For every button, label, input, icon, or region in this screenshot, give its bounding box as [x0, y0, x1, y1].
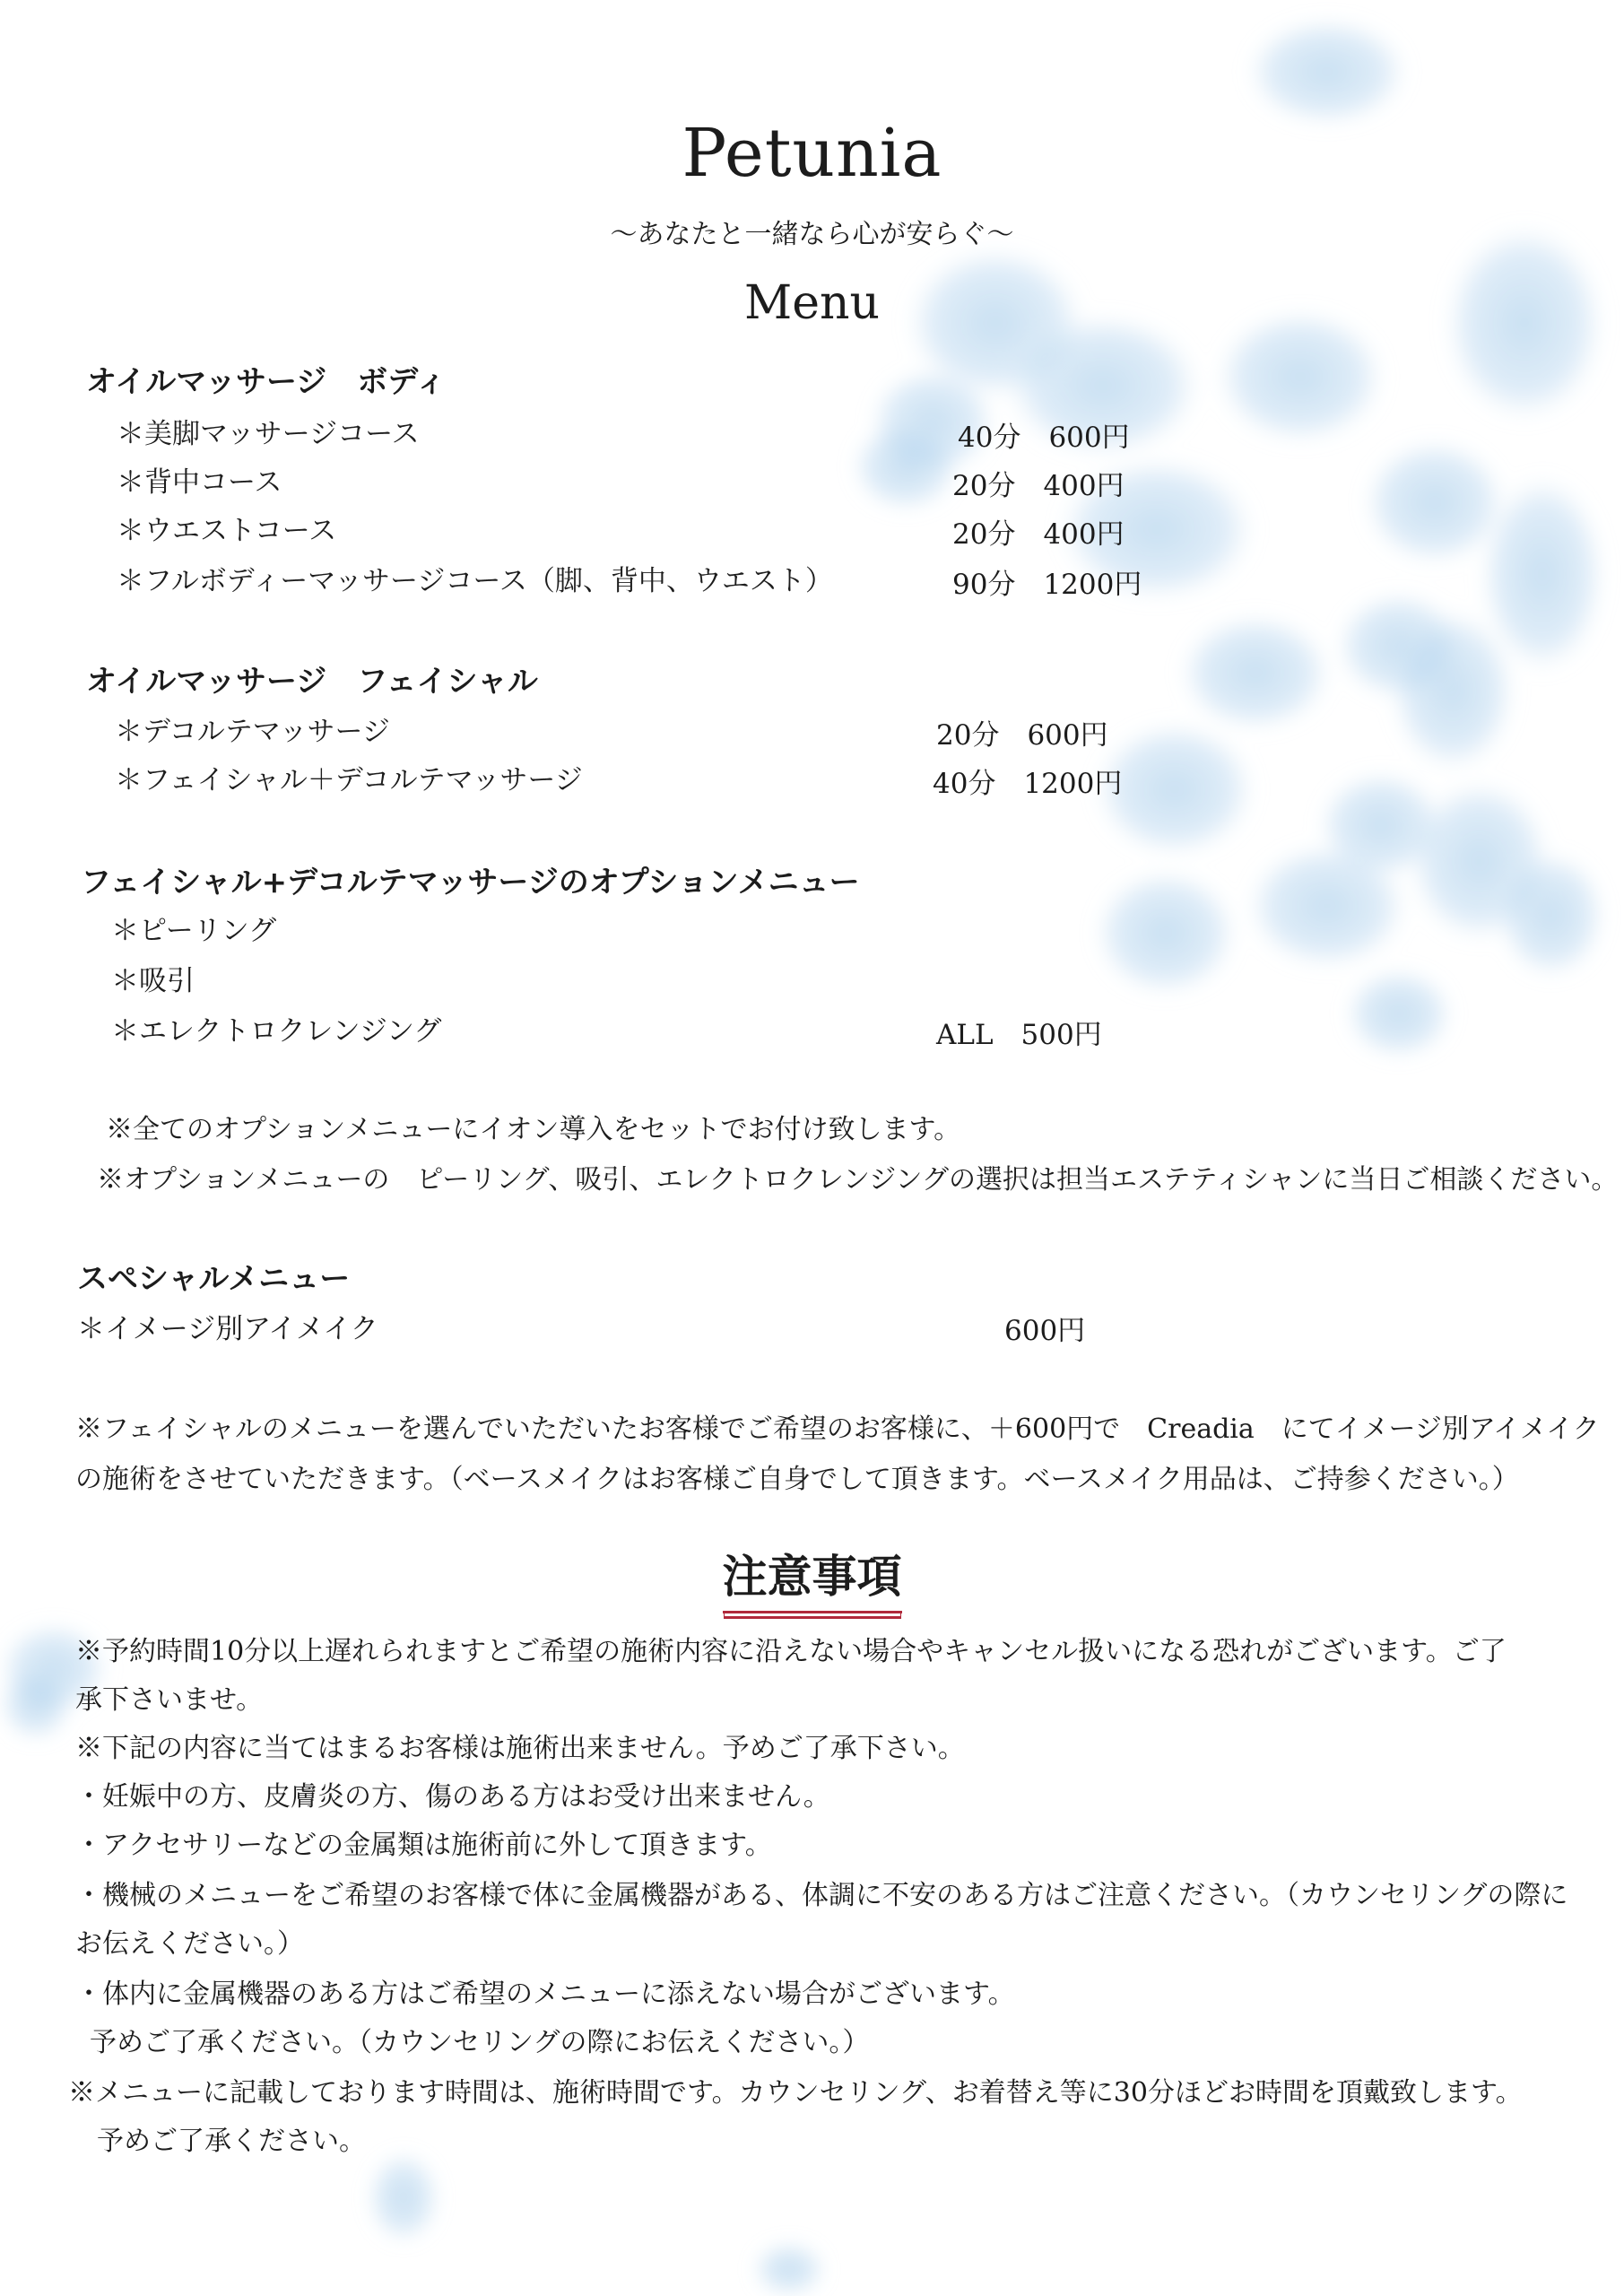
caution-line: ・機械のメニューをご希望のお客様で体に金属機器がある、体調に不安のある方はご注意ください。（カウンセリングの際に — [75, 1880, 1568, 1911]
option-note: ※全てのオプションメニューにイオン導入をセットでお付け致します。 — [106, 1114, 961, 1145]
caution-line: 予めご了承ください。（カウンセリングの際にお伝えください。） — [90, 2027, 870, 2058]
menu-item: ＊吸引 — [111, 965, 195, 997]
menu-item: ＊ピーリング — [111, 915, 277, 947]
menu-item: ＊ウエストコース — [117, 515, 337, 547]
section-heading-options: フェイシャル+デコルテマッサージのオプションメニュー — [81, 865, 860, 900]
menu-item: ＊フルボディーマッサージコース（脚、背中、ウエスト） — [117, 565, 833, 597]
caution-line: ※予約時間10分以上遅れられますとご希望の施術内容に沿えない場合やキャンセル扱いになる恐れがございます。ご了 — [75, 1636, 1507, 1667]
menu-item: ＊イメージ別アイメイク — [77, 1313, 378, 1345]
caution-heading: 注意事項 — [0, 1541, 1624, 1613]
section-heading-oil-body: オイルマッサージ ボディ — [86, 364, 447, 400]
menu-item-price: 40分 600円 — [958, 422, 1130, 454]
shop-tagline: ～あなたと一緒なら心が安らぐ～ — [610, 219, 1014, 250]
menu-item-price: 20分 400円 — [952, 518, 1125, 551]
menu-item-price: 40分 1200円 — [933, 768, 1123, 800]
menu-item: ＊背中コース — [117, 466, 282, 499]
menu-item: ＊フェイシャル＋デコルテマッサージ — [115, 764, 583, 796]
menu-item: ＊美脚マッサージコース — [117, 418, 420, 450]
menu-item-price: 20分 400円 — [952, 470, 1125, 502]
special-note: の施術をさせていただきます。（ベースメイクはお客様ご自身でして頂きます。ベースメイク用品は、ご持参ください。） — [75, 1464, 1519, 1495]
caution-line: ・体内に金属機器のある方はご希望のメニューに添えない場合がございます。 — [75, 1979, 1015, 2010]
menu-item: ＊デコルテマッサージ — [115, 716, 390, 748]
menu-item: ＊エレクトロクレンジング — [111, 1015, 442, 1048]
section-heading-special: スペシャルメニュー — [77, 1261, 351, 1297]
option-note: ※オプションメニューの ピーリング、吸引、エレクトロクレンジングの選択は担当エステティシャンに当日ご相談ください。 — [97, 1164, 1619, 1196]
section-heading-oil-facial: オイルマッサージ フェイシャル — [86, 664, 538, 700]
caution-line: ※メニューに記載しております時間は、施術時間です。カウンセリング、お着替え等に30分ほどお時間を頂戴致します。 — [68, 2077, 1523, 2109]
menu-item-price: 20分 600円 — [936, 719, 1108, 752]
caution-line: 予めご了承ください。 — [97, 2126, 366, 2157]
menu-item-price: ALL 500円 — [936, 1019, 1102, 1051]
caution-line: 承下さいませ。 — [75, 1684, 264, 1716]
caution-line: お伝えください。） — [75, 1928, 304, 1960]
menu-item-price: 90分 1200円 — [952, 569, 1142, 601]
caution-line: ※下記の内容に当てはまるお客様は施術出来ません。予めご了承下さい。 — [75, 1733, 965, 1764]
caution-line: ・妊娠中の方、皮膚炎の方、傷のある方はお受け出来ません。 — [75, 1781, 830, 1813]
special-note: ※フェイシャルのメニューを選んでいただいたお客様でご希望のお客様に、＋600円で Creadia にてイメージ別アイメイク — [75, 1413, 1600, 1445]
menu-item-price: 600円 — [1004, 1315, 1086, 1347]
shop-title: Petunia — [682, 115, 942, 192]
caution-line: ・アクセサリーなどの金属類は施術前に外して頂きます。 — [75, 1830, 772, 1861]
menu-heading: Menu — [744, 276, 880, 330]
